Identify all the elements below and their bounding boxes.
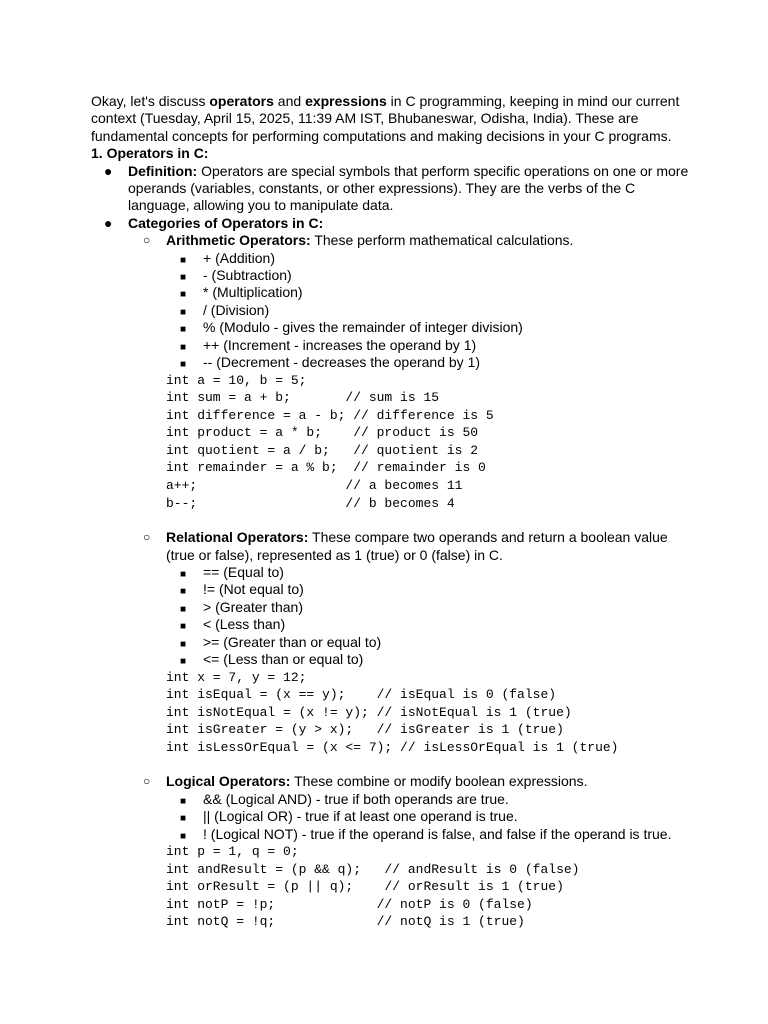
list-item <box>91 319 691 336</box>
code-line: int isLessOrEqual = (x <= 7); // isLessOrEqual is 1 (true) <box>166 739 619 755</box>
logical-item <box>91 773 691 790</box>
code-line: int isGreater = (y > x); // isGreater is 1 (true) <box>166 722 564 738</box>
code-line: int notQ = !q; // notQ is 1 (true) <box>166 914 525 930</box>
list-item-text: == (Equal to) <box>203 564 284 581</box>
square-bullet-icon: ■ <box>180 638 187 650</box>
list-item <box>91 267 691 284</box>
list-item <box>91 581 691 598</box>
section-heading <box>91 145 691 162</box>
categories-item <box>91 215 691 232</box>
code-line: int a = 10, b = 5; <box>166 372 307 388</box>
list-item-text: > (Greater than) <box>203 598 303 615</box>
square-bullet-icon: ■ <box>180 289 187 301</box>
list-item-text: <= (Less than or equal to) <box>203 651 364 668</box>
definition-label: Definition: <box>128 162 198 179</box>
list-item-text: -- (Decrement - decreases the operand by 1) <box>203 354 481 371</box>
square-bullet-icon: ■ <box>180 341 187 353</box>
list-item-text: / (Division) <box>203 301 270 318</box>
definition-item <box>91 163 691 215</box>
square-bullet-icon: ■ <box>180 359 187 371</box>
list-item <box>91 826 691 843</box>
list-item <box>91 284 691 301</box>
code-line: int isEqual = (x == y); // isEqual is 0 (false) <box>166 687 557 703</box>
square-bullet-icon: ■ <box>180 621 187 633</box>
hollow-circle-bullet-icon: ○ <box>143 530 151 545</box>
logical-code-block <box>91 843 691 931</box>
square-bullet-icon: ■ <box>180 830 187 842</box>
arithmetic-desc: These perform mathematical calculations. <box>310 232 574 249</box>
square-bullet-icon: ■ <box>180 324 187 336</box>
list-item-text: != (Not equal to) <box>203 581 304 598</box>
square-bullet-icon: ■ <box>180 795 187 807</box>
intro-bold-operators: operators <box>209 93 274 109</box>
list-item-text: >= (Greater than or equal to) <box>203 633 382 650</box>
section-heading-text: 1. Operators in C: <box>91 145 209 162</box>
categories-heading: Categories of Operators in C: <box>128 214 324 231</box>
code-line: int orResult = (p || q); // orResult is 1 (true) <box>166 879 564 895</box>
list-item <box>91 564 691 581</box>
hollow-circle-bullet-icon: ○ <box>143 774 151 789</box>
arithmetic-code-block <box>91 372 691 513</box>
square-bullet-icon: ■ <box>180 586 187 598</box>
code-line: int product = a * b; // product is 50 <box>166 425 479 441</box>
list-item-text: % (Modulo - gives the remainder of integer division) <box>203 319 523 336</box>
square-bullet-icon: ■ <box>180 656 187 668</box>
intro-bold-expressions: expressions <box>305 93 387 109</box>
list-item-text: * (Multiplication) <box>203 284 303 301</box>
list-item <box>91 634 691 651</box>
list-item-text: < (Less than) <box>203 616 286 633</box>
square-bullet-icon: ■ <box>180 272 187 284</box>
code-line: int notP = !p; // notP is 0 (false) <box>166 896 533 912</box>
list-item <box>91 808 691 825</box>
list-item <box>91 791 691 808</box>
arithmetic-label: Arithmetic Operators: <box>166 232 311 249</box>
relational-code-block <box>91 669 691 757</box>
list-item-text: ! (Logical NOT) - true if the operand is false, and false if the operand is true. <box>203 825 672 842</box>
list-item-text: && (Logical AND) - true if both operands are true. <box>203 790 509 807</box>
intro-text: in C programming, keeping in mind our current context (Tuesday, April 15, 2025, 11:39 AM IST, Bhubaneswar, Odisha, India). These are fundamental concepts for performing computations and making decisions in your C programs. <box>91 93 680 144</box>
code-line: a++; // a becomes 11 <box>166 478 463 494</box>
logical-label: Logical Operators: <box>166 773 291 790</box>
code-line: int sum = a + b; // sum is 15 <box>166 390 440 406</box>
code-line: int difference = a - b; // difference is 5 <box>166 407 494 423</box>
logical-desc: These combine or modify boolean expressions. <box>290 773 588 790</box>
list-item-text: - (Subtraction) <box>203 267 292 284</box>
square-bullet-icon: ■ <box>180 569 187 581</box>
document-page <box>91 93 691 931</box>
square-bullet-icon: ■ <box>180 603 187 615</box>
square-bullet-icon: ■ <box>180 306 187 318</box>
code-line: b--; // b becomes 4 <box>166 495 455 511</box>
list-item <box>91 651 691 668</box>
list-item-text: || (Logical OR) - true if at least one operand is true. <box>203 808 518 825</box>
intro-text: and <box>273 93 306 109</box>
intro-paragraph <box>91 93 691 145</box>
code-line: int remainder = a % b; // remainder is 0 <box>166 460 486 476</box>
definition-text: Operators are special symbols that perform specific operations on one or more operands (variables, constants, or other expressions). They are the verbs of the C language, allowing you to manipulate data. <box>128 162 689 214</box>
list-item <box>91 354 691 371</box>
relational-item <box>91 529 691 564</box>
relational-label: Relational Operators: <box>166 529 309 546</box>
bullet-icon: ● <box>104 214 113 231</box>
list-item-text: ++ (Increment - increases the operand by 1) <box>203 336 477 353</box>
code-line: int isNotEqual = (x != y); // isNotEqual is 1 (true) <box>166 704 572 720</box>
list-item-text: + (Addition) <box>203 249 275 266</box>
square-bullet-icon: ■ <box>180 813 187 825</box>
code-line: int quotient = a / b; // quotient is 2 <box>166 442 479 458</box>
list-item <box>91 250 691 267</box>
list-item <box>91 599 691 616</box>
list-item <box>91 337 691 354</box>
bullet-icon: ● <box>104 162 113 179</box>
arithmetic-item <box>91 232 691 249</box>
list-item <box>91 302 691 319</box>
relational-desc: These compare two operands and return a boolean value (true or false), represented as 1 (true) or 0 (false) in C. <box>166 529 668 563</box>
code-line: int andResult = (p && q); // andResult is 0 (false) <box>166 861 580 877</box>
square-bullet-icon: ■ <box>180 254 187 266</box>
list-item <box>91 616 691 633</box>
intro-text: Okay, let's discuss <box>91 93 210 109</box>
code-line: int x = 7, y = 12; <box>166 669 307 685</box>
code-line: int p = 1, q = 0; <box>166 844 299 860</box>
hollow-circle-bullet-icon: ○ <box>143 233 151 248</box>
